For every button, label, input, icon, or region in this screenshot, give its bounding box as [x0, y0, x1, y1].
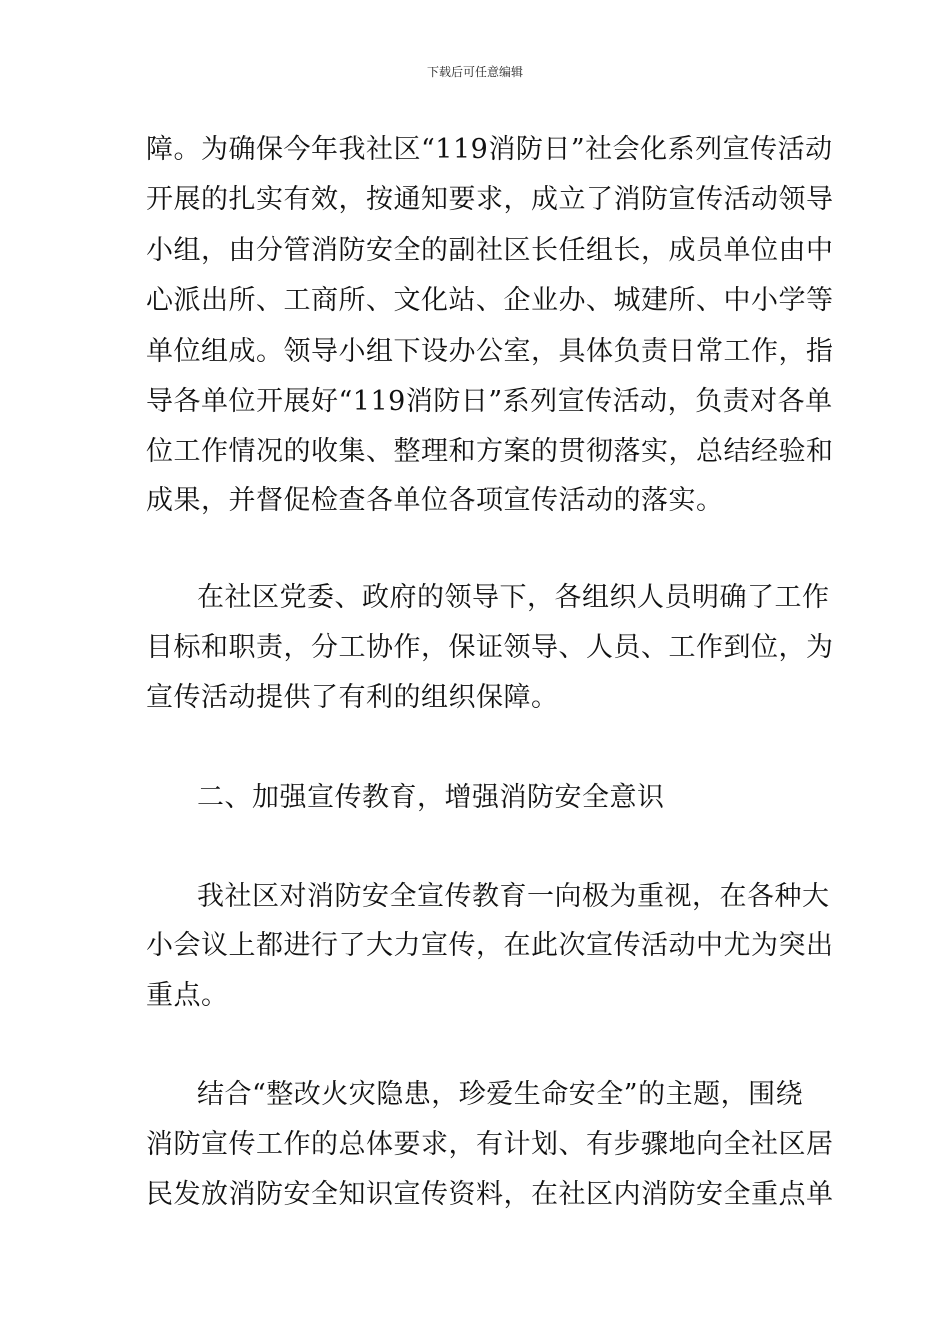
- paragraph-first-line: 在社区党委、政府的领导下，各组织人员明确了工作: [197, 582, 830, 613]
- text-line: 消防宣传工作的总体要求，有计划、有步骤地向全社区居: [146, 1129, 834, 1160]
- text-line: 位工作情况的收集、整理和方案的贯彻落实，总结经验和: [146, 436, 834, 467]
- text-line: 成果，并督促检查各单位各项宣传活动的落实。: [146, 485, 724, 516]
- text-line: 重点。: [146, 980, 229, 1011]
- section-heading: 二、加强宣传教育，增强消防安全意识: [197, 782, 665, 813]
- text-line: 宣传活动提供了有利的组织保障。: [146, 682, 559, 713]
- text-line: 单位组成。领导小组下设办公室，具体负责日常工作，指: [146, 336, 834, 367]
- text-line: 民发放消防安全知识宣传资料，在社区内消防安全重点单: [146, 1179, 834, 1210]
- header-note: 下载后可任意编辑: [426, 65, 523, 79]
- text-line: 目标和职责，分工协作，保证领导、人员、工作到位，为: [146, 632, 834, 663]
- paragraph-first-line: 结合“整改火灾隐患，珍爱生命安全”的主题，围绕: [197, 1079, 804, 1110]
- text-line: 小组，由分管消防安全的副社区长任组长，成员单位由中: [146, 235, 834, 266]
- text-line: 心派出所、工商所、文化站、企业办、城建所、中小学等: [146, 285, 834, 316]
- text-line: 开展的扎实有效，按通知要求，成立了消防宣传活动领导: [146, 184, 834, 215]
- paragraph-first-line: 我社区对消防安全宣传教育一向极为重视，在各种大: [197, 881, 830, 912]
- text-line: 小会议上都进行了大力宣传，在此次宣传活动中尤为突出: [146, 930, 834, 961]
- text-line: 障。为确保今年我社区“119消防日”社会化系列宣传活动: [146, 134, 833, 165]
- text-line: 导各单位开展好“119消防日”系列宣传活动，负责对各单: [146, 386, 833, 417]
